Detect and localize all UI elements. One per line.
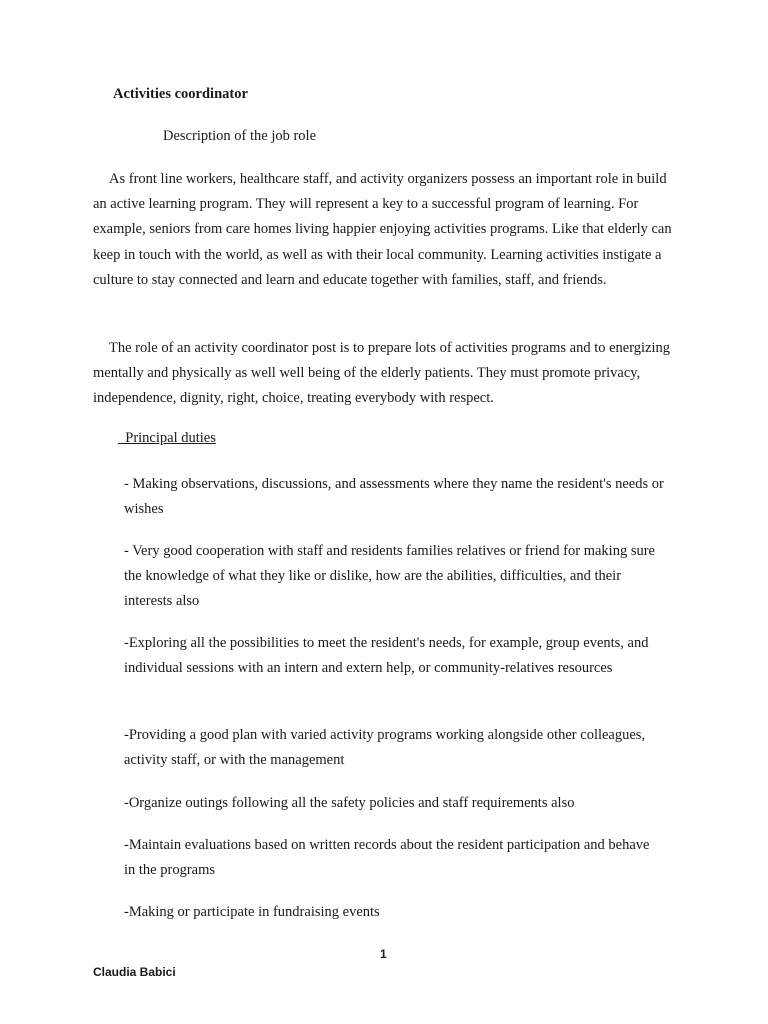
footer-author: Claudia Babici xyxy=(93,965,176,979)
page-number: 1 xyxy=(380,947,387,961)
role-paragraph: The role of an activity coordinator post is to prepare lots of activities programs and to energizing mentally and physically as well well being of the elderly patients. They must promote privacy, independence, dignity, right, choice, treating everybody with respect. xyxy=(93,340,671,407)
intro-paragraph: As front line workers, healthcare staff, and activity organizers possess an important role in build an active learning program. They will represent a key to a successful program of learning. For example, seniors from care homes living happier enjoying activities programs. Like that elderly can keep in touch with the world, as well as with their local community. Learning activities instigate a culture to stay connected and learn and educate together with families, staff, and friends. xyxy=(93,171,672,288)
duty-item: -Exploring all the possibilities to meet the resident's needs, for example, group events, and individual sessions with an intern and extern help, or community-relatives resources xyxy=(124,635,649,677)
document-subtitle: Description of the job role xyxy=(163,128,317,144)
duty-item: -Maintain evaluations based on written records about the resident participation and behave in the programs xyxy=(124,837,650,879)
duty-item: - Very good cooperation with staff and residents families relatives or friend for making sure the knowledge of what they like or dislike, how are the abilities, difficulties, and their interests also xyxy=(124,543,655,610)
duty-item: -Organize outings following all the safety policies and staff requirements also xyxy=(124,795,575,811)
document-title: Activities coordinator xyxy=(113,86,248,102)
duty-item: -Providing a good plan with varied activity programs working alongside other colleagues, activity staff, or with the management xyxy=(124,727,646,769)
duty-item: - Making observations, discussions, and assessments where they name the resident's needs or wishes xyxy=(124,476,664,518)
duties-heading: Principal duties xyxy=(118,430,216,446)
duty-item: -Making or participate in fundraising events xyxy=(124,904,380,920)
